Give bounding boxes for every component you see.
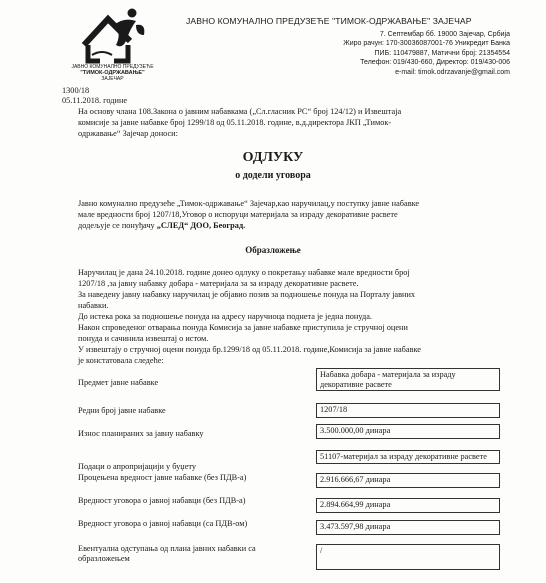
intro-line: одржавање“ Зајечар доноси:: [78, 129, 178, 138]
logo-wave: [92, 52, 112, 55]
row-label-appropriation: Подаци о апропријацији у буџету: [78, 462, 197, 471]
row-value-subject: Набавка добара - материјала за израду декоративне расвете: [316, 368, 500, 391]
document-number: 1300/18: [62, 86, 90, 95]
row-value-appropriation: 51107-материјал за израду декоративне расвете: [316, 450, 500, 464]
tax-ids: ПИБ: 110479887, Матични број: 21354554: [374, 49, 510, 57]
decision-text: додељује се понуђачу: [78, 221, 157, 230]
rationale-line: 1207/18 ,за јавну набавку добара - материјала за за израду декоративне расвете.: [78, 279, 359, 288]
rationale-line: За наведену јавну набавку наручилац је објавио позив за подношење понуда на Порталу јавних: [78, 290, 416, 299]
logo-caption: [70, 64, 155, 82]
logo-figure: [114, 20, 136, 47]
contact-block: [343, 30, 510, 77]
email: e-mail: timok.odrzavanje@gmail.com: [395, 68, 510, 76]
company-name: ЈАВНО КОМУНАЛНО ПРЕДУЗЕЋЕ "ТИМОК-ОДРЖАВАЊЕ" ЗАЈЕЧАР: [186, 16, 472, 26]
row-value-planned: 3.500.000,00 динара: [316, 424, 500, 439]
company-logo: [80, 5, 148, 67]
decision-line-bidder: [78, 221, 245, 232]
row-value-deviations: /: [316, 544, 500, 570]
row-label-contract-vat: Вредност уговора о јавној набавци (са ПДВ-ом): [78, 519, 248, 528]
document-date: 05.11.2018. године: [62, 96, 128, 105]
row-value-estimated: 2.916.666,67 динара: [316, 473, 500, 488]
row-label-contract-net: Вредност уговора о јавној набавци (без ПДВ-а): [78, 496, 246, 505]
logo-leaf: [136, 25, 144, 35]
address: 7. Септембар бб. 19000 Зајечар, Србија: [379, 31, 510, 38]
phone: Телефон: 019/430-660, Директор: 019/430-006: [360, 59, 510, 67]
intro-line: комисије за јавне набавке број 1299/18 од 05.11.2018. године, в.д.директора ЈКП „Тимок-: [78, 118, 392, 127]
row-label-deviations: Евентуална одступања од плана јавних набавки са образложењем: [78, 544, 256, 563]
intro-line: На основу члана 108.Закона о јавним набавкама („Сл.гласник РС“ број 124/12) и Извештаја: [78, 107, 402, 116]
rationale-line: Наручилац је дана 24.10.2018. године донео одлуку о покретању набавке мале вредности број: [78, 268, 410, 277]
rationale-line: понуда и сачинила извештај о истом.: [78, 334, 209, 343]
rationale-line: До истека рока за подношење понуда на адресу наручиоца поднета је једна понуда.: [78, 312, 372, 321]
row-label-number: Редни број јавне набавке: [78, 406, 166, 415]
bank-account: Жиро рачун: 170-30036087001-76 Уникредит Банка: [343, 40, 510, 48]
row-label-estimated: Процењена вредност јавне набавке (без ПДВ-а): [78, 473, 247, 482]
row-value-contract-vat: 3.473.597,98 динара: [316, 520, 500, 535]
row-value-number: 1207/18: [316, 403, 500, 418]
decision-line: Јавно комунално предузеће „Тимок-одржавање“ Зајечар,као наручилац,у поступку јавне набавке: [78, 199, 420, 208]
logo-caption-line3: ЗАЈЕЧАР: [101, 76, 124, 82]
row-value-contract-net: 2.894.664,99 динара: [316, 498, 500, 513]
logo-house-right: [114, 45, 128, 61]
rationale-line: Након спроведеног отварања понуда Комисија за јавне набавке приступила је стручној оцени: [78, 323, 408, 332]
decision-line: мале вредности број 1207/18,Уговор о испоруци материјала за израду декоративне расвете: [78, 210, 398, 219]
decision-subtitle: о додели уговора: [235, 170, 311, 181]
bidder-name: „СЛЕД“ ДОО, Београд.: [156, 221, 246, 230]
row-label-subject: Предмет јавне набавке: [78, 378, 159, 387]
rationale-line: У извештају о стручној оцени понуда бр.1299/18 од 05.11.2018. године,Комисија за јавне набавке: [78, 345, 421, 354]
logo-figure-head: [128, 9, 137, 18]
row-label-planned: Износ планираних за јавну набавку: [78, 429, 204, 438]
rationale-line: је констатовала следеће:: [78, 356, 164, 365]
logo-caption-line2: "ТИМОК-ОДРЖАВАЊЕ": [80, 70, 145, 76]
rationale-line: набавки.: [78, 301, 109, 310]
rationale-title: Образложење: [245, 245, 301, 255]
decision-title: ОДЛУКУ: [242, 150, 304, 165]
logo-caption-line1: ЈАВНО КОМУНАЛНО ПРЕДУЗЕЋЕ: [71, 64, 154, 70]
